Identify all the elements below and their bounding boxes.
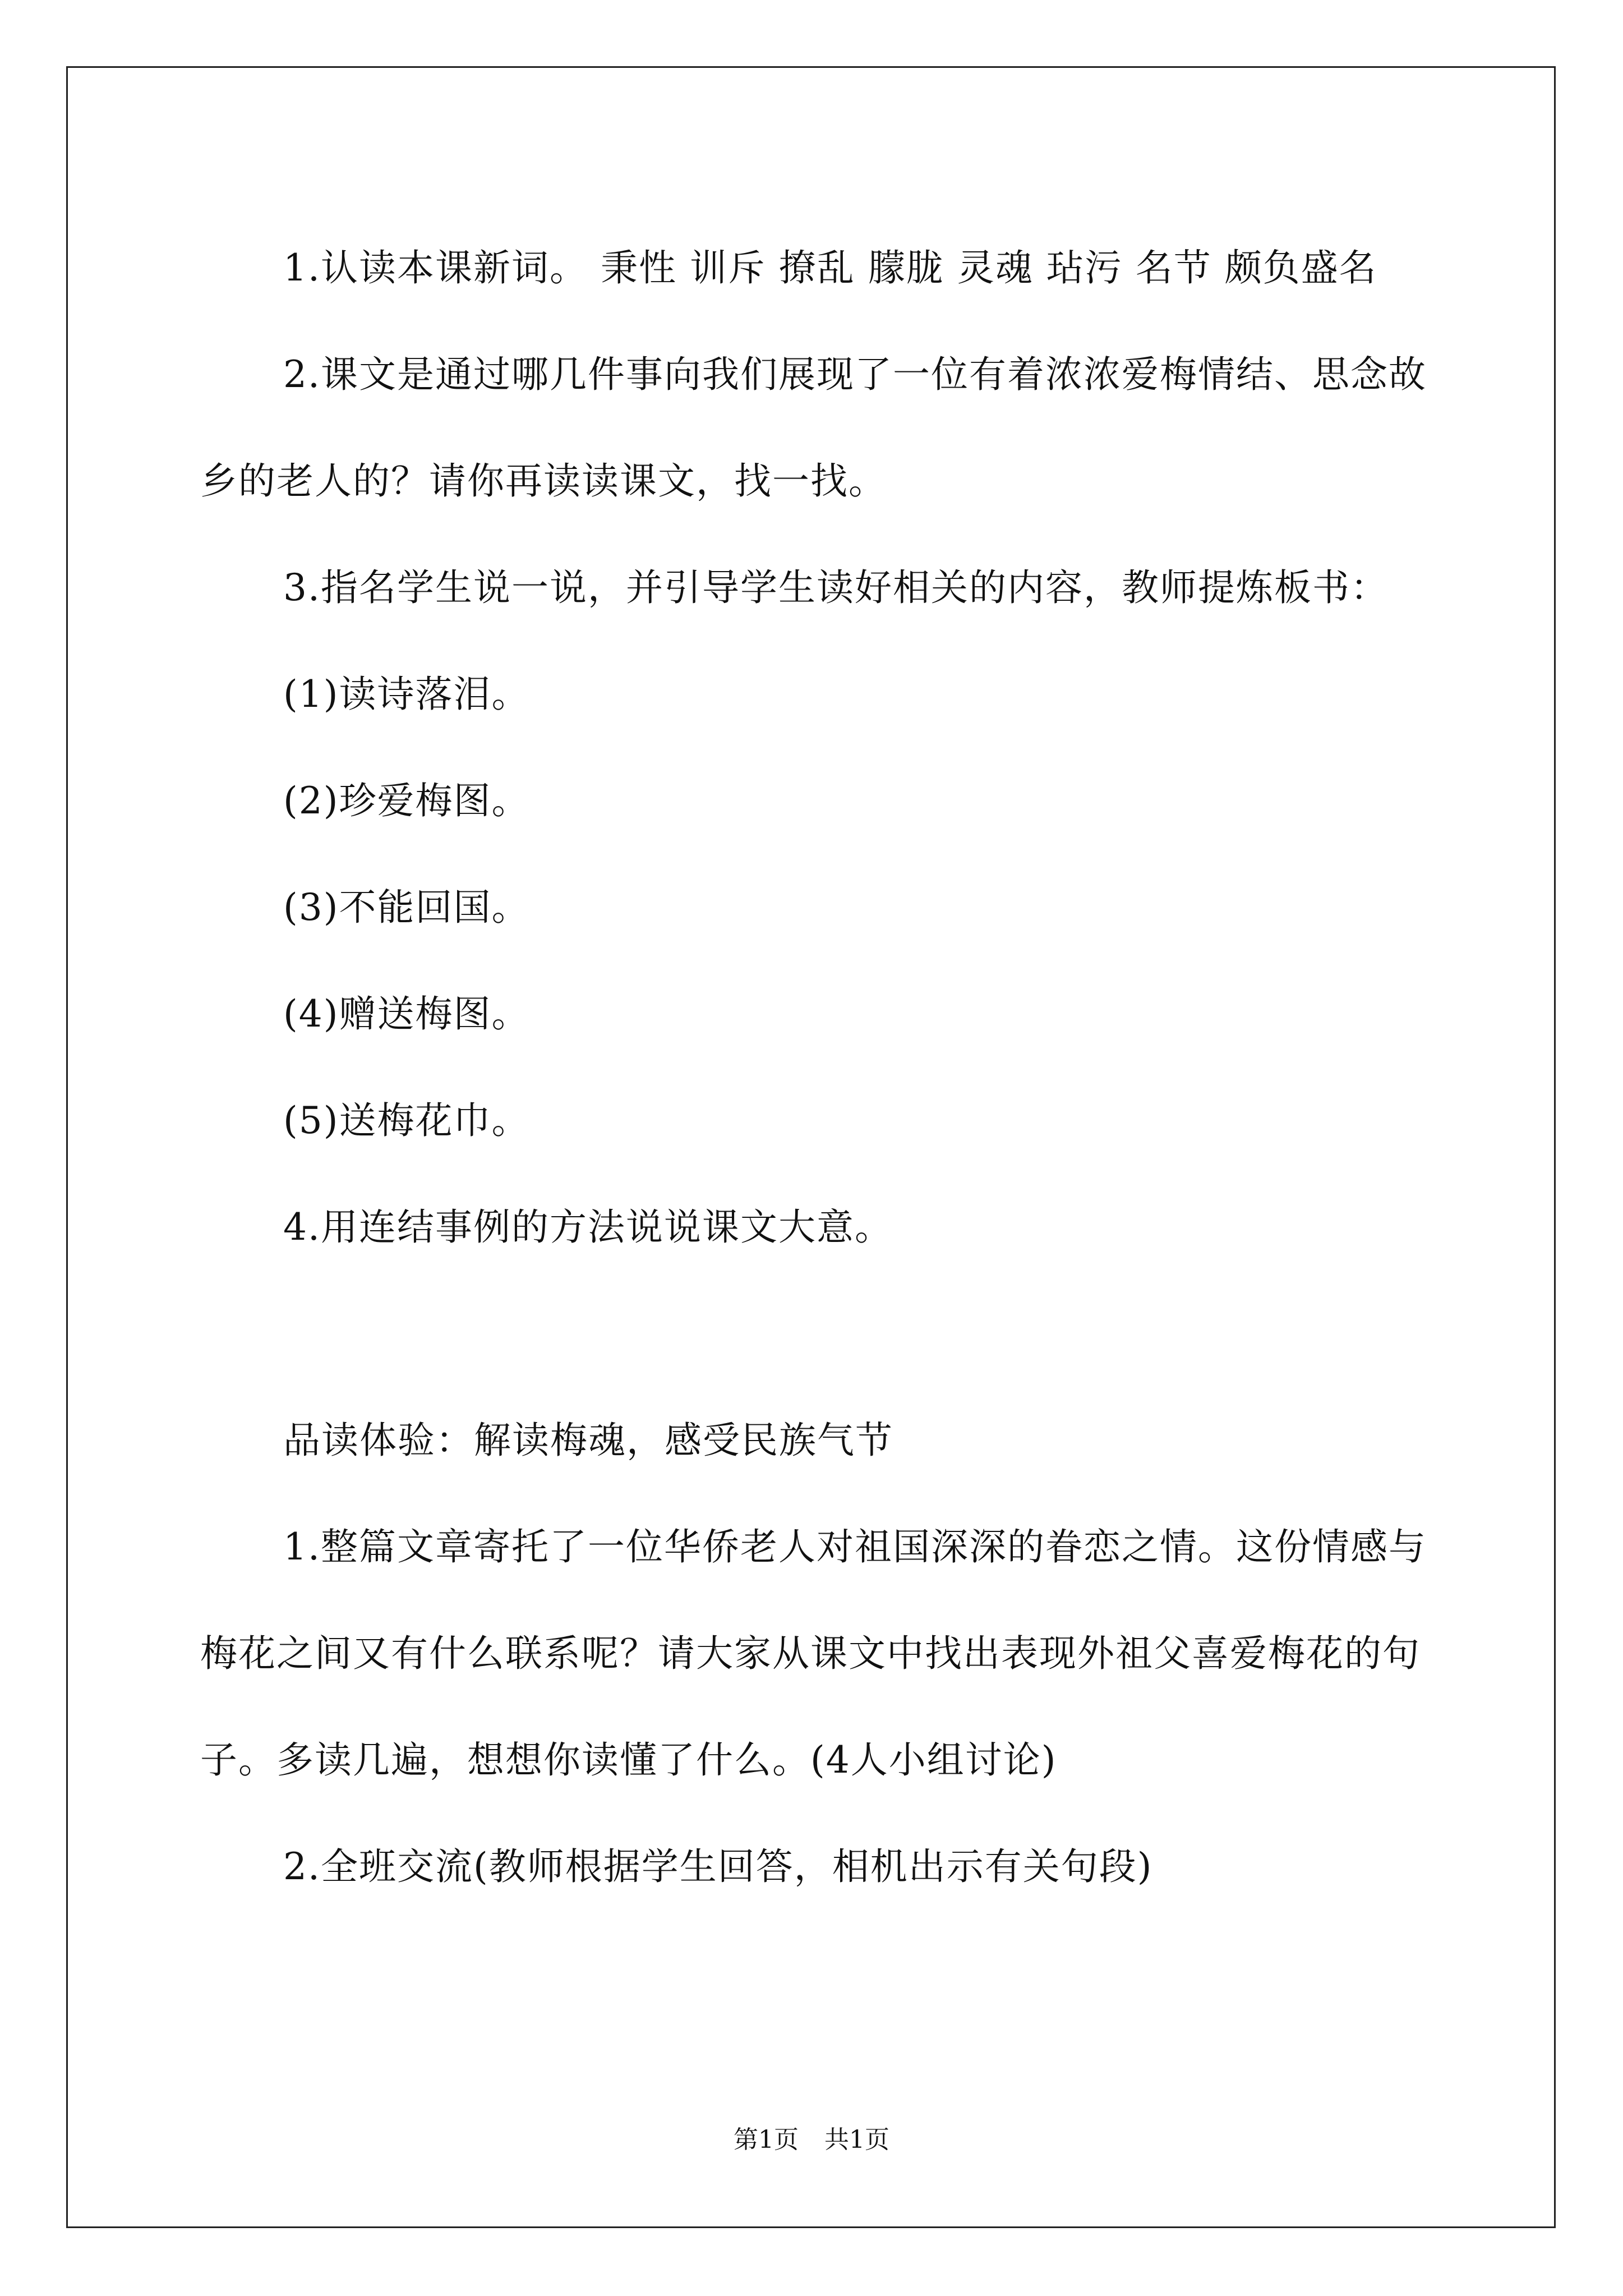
paragraph-board-summary: 3.指名学生说一说，并引导学生读好相关的内容，教师提炼板书：: [283, 566, 1389, 609]
page-total: 共1页: [824, 2125, 889, 2154]
page-footer: [0, 2119, 1623, 2155]
paragraph-discussion: 1.整篇文章寄托了一位华侨老人对祖国深深的眷恋之情。这份情感与梅花之间又有什么联系呢？请大家从课文中找出表现外祖父喜爱梅花的句子。多读几遍，想想你读懂了什么。(4人小组讨论): [200, 1525, 1427, 1782]
page-number: 第1页: [734, 2125, 799, 2154]
list-item-event-4: (4)赠送梅图。: [283, 992, 530, 1036]
list-item-event-3: (3)不能回国。: [283, 886, 530, 929]
paragraph-question-events: 2.课文是通过哪几件事向我们展现了一位有着浓浓爱梅情结、思念故乡的老人的？请你再读读课文，找一找。: [200, 353, 1427, 503]
list-item-event-5: (5)送梅花巾。: [283, 1099, 530, 1142]
section-heading: 品读体验：解读梅魂，感受民族气节: [283, 1419, 893, 1462]
paragraph-new-words: 1.认读本课新词。 秉性 训斥 撩乱 朦胧 灵魂 玷污 名节 颇负盛名: [283, 246, 1377, 289]
list-item-event-1: (1)读诗落泪。: [283, 673, 530, 716]
paragraph-class-exchange: 2.全班交流(教师根据学生回答，相机出示有关句段): [283, 1845, 1153, 1888]
paragraph-main-idea: 4.用连结事例的方法说说课文大意。: [283, 1205, 893, 1249]
list-item-event-2: (2)珍爱梅图。: [283, 779, 530, 822]
document-body: [200, 215, 1434, 1920]
